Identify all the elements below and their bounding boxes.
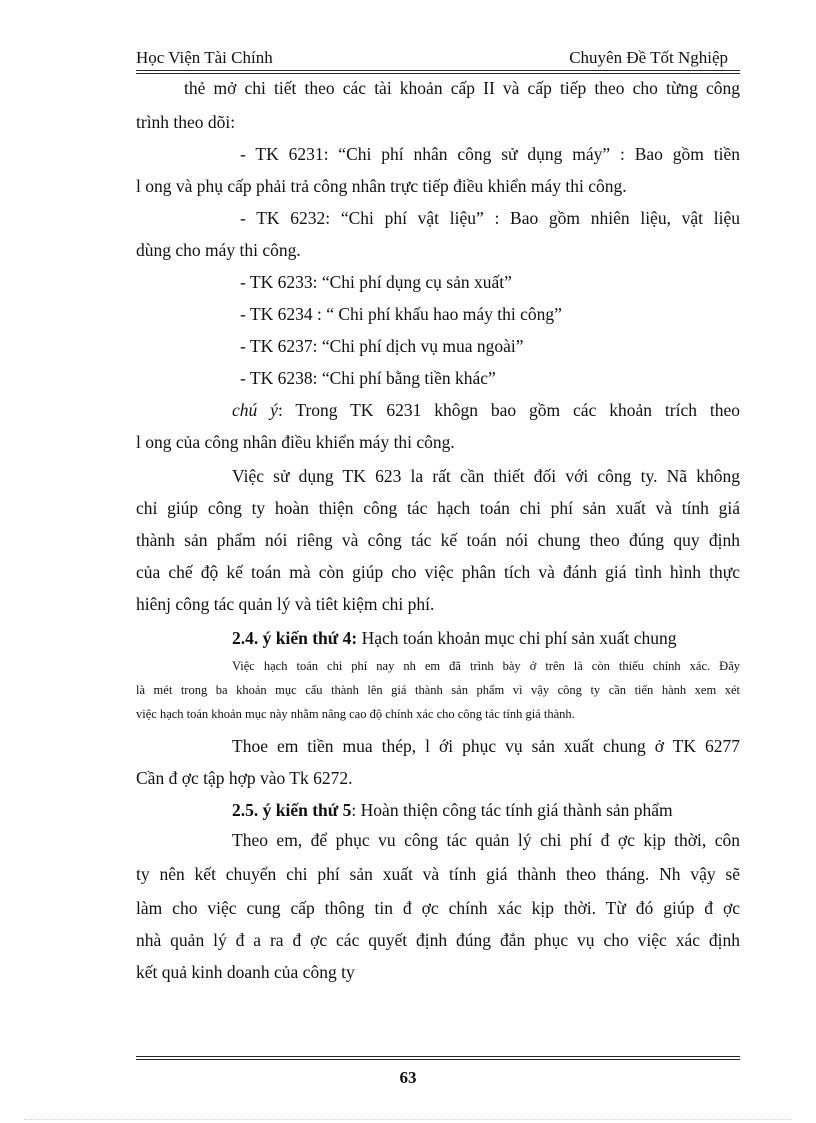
footer-rule-bottom — [136, 1059, 740, 1060]
body-line: - TK 6232: “Chi phí vật liệu” : Bao gồm nhiên liệu, vật liệu — [240, 208, 740, 228]
list-item: - TK 6238: “Chi phí bằng tiền khác” — [240, 368, 496, 388]
small-text-line: là mét trong ba khoản mục cấu thành lên giá thành sản phẩm vì vậy công ty cần tiến hành xem xét — [136, 683, 740, 697]
small-text-line: việc hạch toán khoản mục này nhằm nâng cao độ chính xác cho công tác tính giá thành. — [136, 707, 575, 721]
header-institution: Học Viện Tài Chính — [136, 48, 273, 67]
body-line: Cần đ ợc tập hợp vào Tk 6272. — [136, 768, 353, 788]
header-rule-bottom — [136, 73, 740, 74]
section-title: Hạch toán khoản mục chi phí sản xuất chung — [357, 628, 677, 648]
page-number: 63 — [399, 1068, 417, 1087]
body-line: làm cho việc cung cấp thông tin đ ợc chính xác kịp thời. Từ đó giúp đ ợc — [136, 898, 740, 918]
section-heading-2-4 — [232, 628, 677, 648]
body-line: thành sản phẩm nói riêng và công tác kế toán nói chung theo đúng quy định — [136, 530, 740, 550]
body-line: dùng cho máy thi công. — [136, 240, 301, 260]
body-line: chỉ giúp công ty hoàn thiện công tác hạch toán chi phí sản xuất và tính giá — [136, 498, 740, 518]
body-line: nhà quản lý đ a ra đ ợc các quyết định đúng đắn phục vụ cho việc xác định — [136, 930, 740, 950]
page-edge-dotted-line — [24, 1119, 792, 1120]
header-document-type: Chuyên Đề Tốt Nghiệp — [569, 48, 728, 67]
small-text-line: Việc hạch toán chi phí nay nh em đã trình bày ở trên là còn thiếu chính xác. Đây — [232, 659, 740, 673]
section-heading-2-5 — [232, 800, 673, 820]
section-number: 2.5. ý kiến thứ 5 — [232, 800, 352, 820]
body-line: Theo em, để phục vu công tác quản lý chi phí đ ợc kịp thời, côn — [232, 830, 740, 850]
note-text: : Trong TK 6231 khôgn bao gồm các khoản trích theo — [277, 400, 740, 420]
section-title: : Hoàn thiện công tác tính giá thành sản phẩm — [351, 800, 673, 820]
list-item: - TK 6234 : “ Chi phí khấu hao máy thi công” — [240, 304, 562, 324]
body-line: l ong và phụ cấp phải trả công nhân trực tiếp điều khiển máy thi công. — [136, 176, 627, 196]
body-line: l ong của công nhân điều khiển máy thi công. — [136, 432, 455, 452]
body-line: trình theo dõi: — [136, 112, 236, 132]
list-item: - TK 6237: “Chi phí dịch vụ mua ngoài” — [240, 336, 524, 356]
list-item: - TK 6233: “Chi phí dụng cụ sản xuất” — [240, 272, 512, 292]
note-line — [232, 400, 740, 420]
header-rule-top — [136, 70, 740, 71]
section-number: 2.4. ý kiến thứ 4: — [232, 628, 358, 648]
body-line: hiênj công tác quản lý và tiêt kiệm chi phí. — [136, 594, 435, 614]
body-line: ty nên kết chuyển chi phí sản xuất và tính giá thành theo tháng. Nh vậy sẽ — [136, 864, 740, 884]
body-line: Việc sử dụng TK 623 la rất cần thiết đối với công ty. Nã không — [232, 466, 740, 486]
body-line: của chế độ kế toán mà còn giúp cho việc phân tích và đánh giá tình hình thực — [136, 562, 740, 582]
footer-rule-top — [136, 1056, 740, 1057]
body-line: - TK 6231: “Chi phí nhân công sử dụng máy” : Bao gồm tiền — [240, 144, 740, 164]
body-line: kết quả kinh doanh của công ty — [136, 962, 355, 982]
note-label: chú ý — [232, 400, 278, 420]
body-line: Thoe em tiền mua thép, l ới phục vụ sản xuất chung ở TK 6277 — [232, 736, 740, 756]
body-line: thẻ mở chi tiết theo các tài khoản cấp II và cấp tiếp theo cho từng công — [184, 78, 740, 98]
